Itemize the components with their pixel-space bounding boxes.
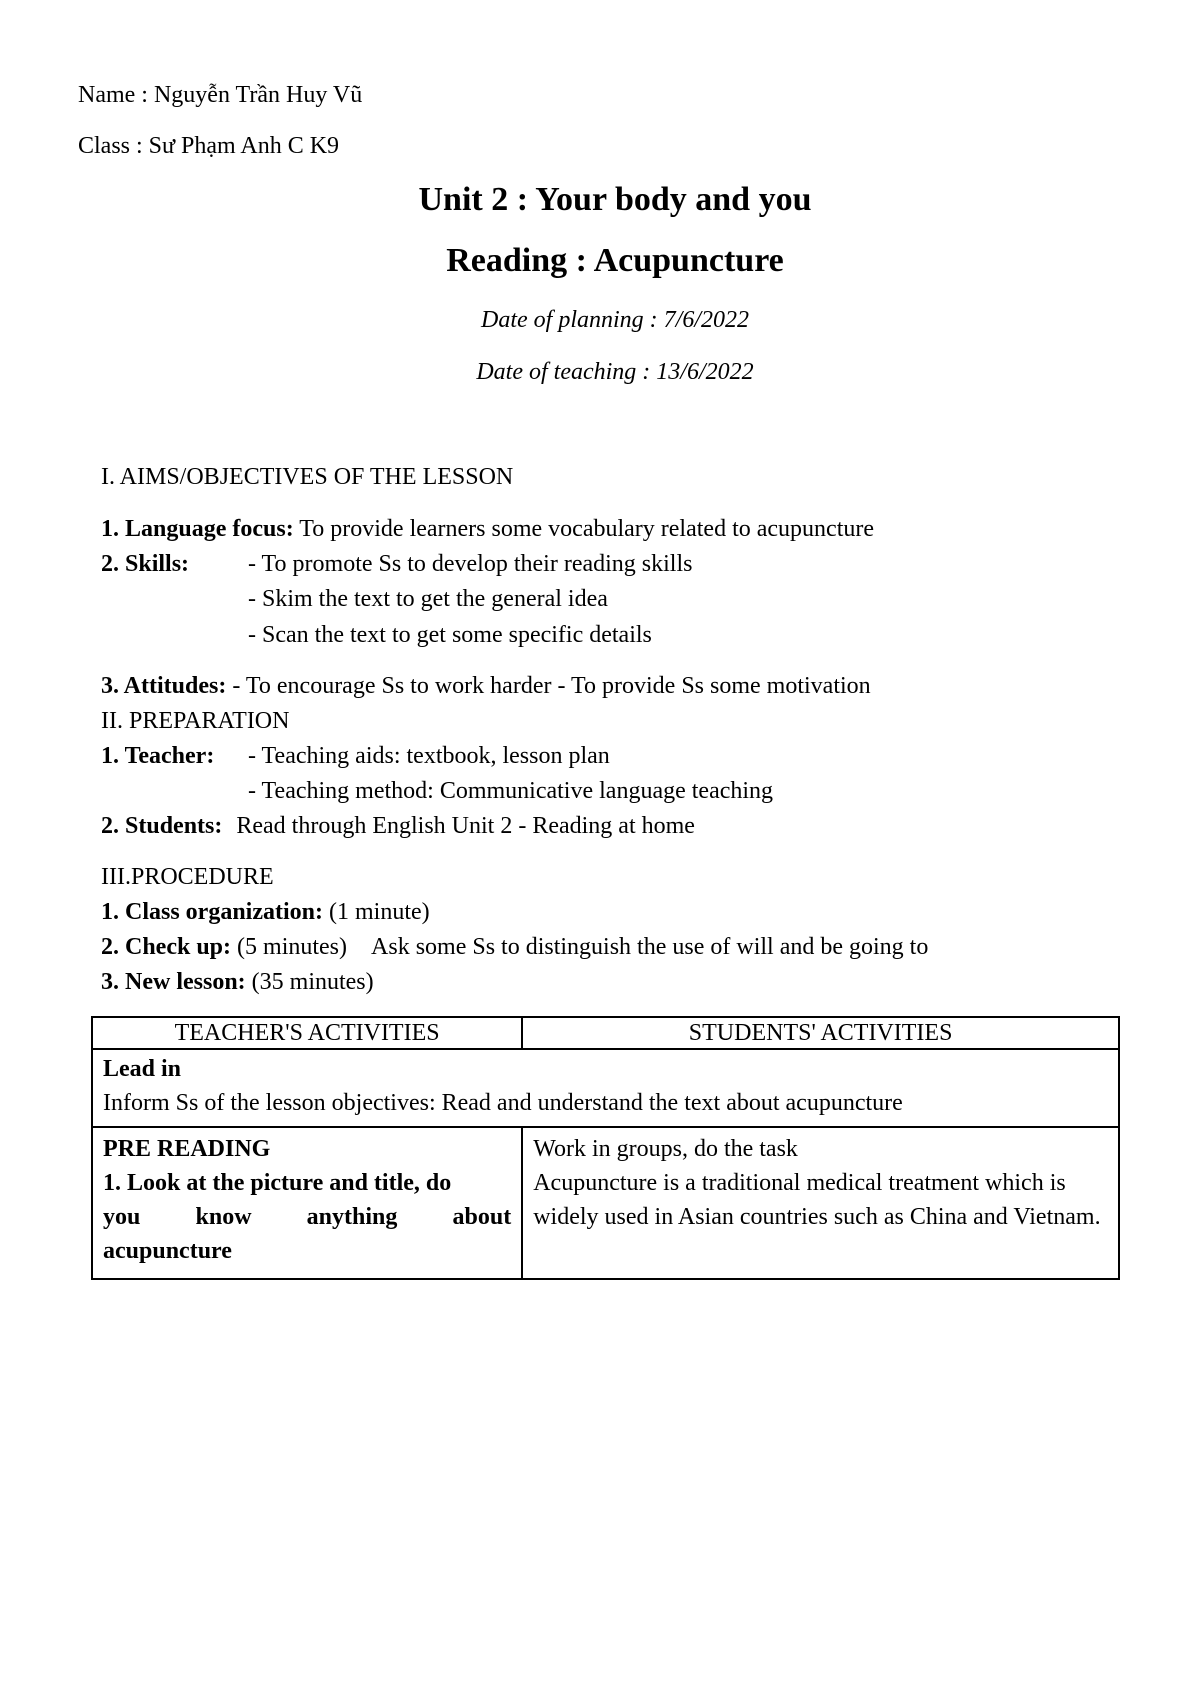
skills-label: 2. Skills:	[101, 551, 190, 577]
students-label: 2. Students:	[101, 813, 223, 839]
pre-reading-task-line: acupuncture	[103, 1238, 232, 1264]
unit-title: Unit 2 : Your body and you	[418, 181, 812, 218]
table-header-row	[92, 1017, 1119, 1049]
student-class: Class : Sư Phạm Anh C K9	[78, 133, 340, 159]
check-up-text: Ask some Ss to distinguish the use of will and be going to	[371, 934, 929, 960]
skill-item: - To promote Ss to develop their reading skills	[248, 551, 693, 577]
table-row	[92, 1127, 1119, 1279]
lead-in-text: Inform Ss of the lesson objectives: Read and understand the text about acupuncture	[103, 1090, 903, 1116]
table-row	[92, 1049, 1119, 1127]
check-up-label: 2. Check up:	[101, 934, 232, 960]
procedure-heading: III.PROCEDURE	[101, 864, 274, 890]
students-prep	[101, 811, 695, 841]
student-name: Name : Nguyễn Trần Huy Vũ	[78, 82, 363, 108]
skill-item: - Skim the text to get the general idea	[248, 586, 608, 612]
new-lesson-time: (35 minutes)	[251, 969, 374, 995]
date-of-planning: Date of planning : 7/6/2022	[481, 307, 749, 333]
preparation-heading: II. PREPARATION	[101, 708, 290, 734]
students-text: Read through English Unit 2 - Reading at home	[236, 813, 695, 839]
skill-item: - Scan the text to get some specific details	[248, 622, 652, 648]
teacher-item: - Teaching aids: textbook, lesson plan	[248, 743, 610, 769]
class-organization-label: 1. Class organization:	[101, 899, 323, 925]
teacher-activities-header: TEACHER'S ACTIVITIES	[92, 1017, 522, 1049]
reading-title: Reading : Acupuncture	[446, 242, 784, 279]
new-lesson	[101, 967, 374, 997]
students-task: Work in groups, do the task	[533, 1136, 798, 1162]
language-focus	[101, 514, 874, 544]
class-organization	[101, 897, 430, 927]
language-focus-label: 1. Language focus:	[101, 516, 294, 542]
attitudes-text: - To encourage Ss to work harder - To provide Ss some motivation	[232, 673, 871, 699]
pre-reading-task-line: 1. Look at the picture and title, do	[103, 1170, 452, 1196]
check-up-time: (5 minutes)	[237, 934, 348, 960]
students-answer: Acupuncture is a traditional medical treatment which is widely used in Asian countries such as China and Vietnam.	[533, 1170, 1101, 1230]
language-focus-text: To provide learners some vocabulary related to acupuncture	[299, 516, 875, 542]
aims-heading: I. AIMS/OBJECTIVES OF THE LESSON	[101, 464, 514, 490]
students-response-cell	[522, 1127, 1119, 1279]
attitudes-label: 3. Attitudes:	[101, 673, 227, 699]
lead-in-cell	[92, 1049, 1119, 1127]
check-up	[101, 932, 928, 962]
pre-reading-cell	[92, 1127, 522, 1279]
students-activities-header: STUDENTS' ACTIVITIES	[522, 1017, 1119, 1049]
new-lesson-label: 3. New lesson:	[101, 969, 246, 995]
lead-in-title: Lead in	[103, 1056, 182, 1082]
teacher-label: 1. Teacher:	[101, 743, 215, 769]
activities-table	[91, 1016, 1120, 1280]
teacher-item: - Teaching method: Communicative language teaching	[248, 778, 774, 804]
attitudes	[101, 671, 871, 701]
class-organization-time: (1 minute)	[329, 899, 430, 925]
date-of-teaching: Date of teaching : 13/6/2022	[476, 359, 754, 385]
pre-reading-title: PRE READING	[103, 1136, 271, 1162]
pre-reading-task-line: you know anything about	[103, 1204, 512, 1230]
